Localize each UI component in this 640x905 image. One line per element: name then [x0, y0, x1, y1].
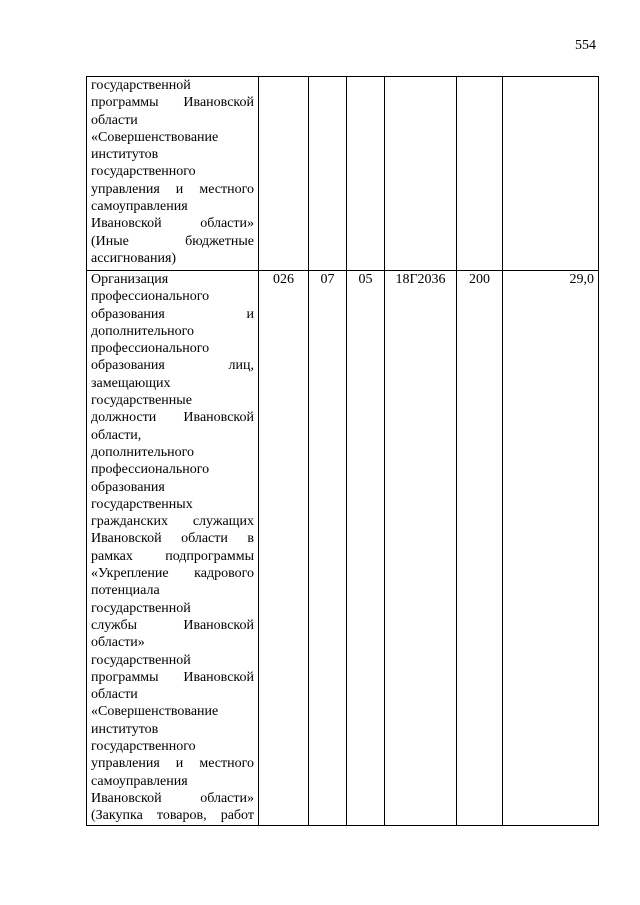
- description-line: Ивановской области»: [91, 216, 254, 232]
- table-row: [87, 77, 599, 271]
- description-line: профессионального: [91, 462, 210, 478]
- description-line: (Закупка товаров, работ: [91, 808, 254, 824]
- table-body: [87, 77, 599, 826]
- description-line: области»: [91, 635, 145, 651]
- description-line: государственного: [91, 739, 196, 755]
- description-line: Организация: [91, 272, 169, 287]
- description-line: программы Ивановской: [91, 669, 254, 685]
- description-line: образования лиц,: [91, 358, 254, 374]
- description-line: (Иные бюджетные: [91, 233, 254, 249]
- amount-cell: 29,0: [503, 271, 599, 826]
- section-code-cell: 07: [309, 271, 347, 826]
- description-line: дополнительного: [91, 323, 194, 339]
- expense-type-cell: 200: [457, 271, 503, 826]
- page-number: 554: [575, 38, 596, 53]
- subsection-code-cell: 05: [347, 271, 385, 826]
- description-line: управления и местного: [91, 756, 254, 772]
- description-line: профессионального: [91, 289, 210, 305]
- description-line: гражданских служащих: [91, 514, 254, 530]
- ministry-code-cell: 026: [259, 271, 309, 826]
- description-line: рамках подпрограммы: [91, 548, 254, 564]
- target-article-cell: 18Г2036: [385, 271, 457, 826]
- description-line: управления и местного: [91, 181, 254, 197]
- description-line: государственной: [91, 652, 191, 668]
- description-line: Ивановской области»: [91, 790, 254, 806]
- description-line: институтов: [91, 147, 159, 163]
- description-line: профессионального: [91, 341, 210, 357]
- description-line: государственные: [91, 393, 192, 409]
- description-line: программы Ивановской: [91, 95, 254, 111]
- row-description: [87, 271, 259, 826]
- description-line: государственного: [91, 164, 196, 180]
- description-line: должности Ивановской: [91, 410, 254, 426]
- description-line: самоуправления: [91, 199, 188, 215]
- ministry-code-cell: [259, 77, 309, 271]
- target-article-cell: [385, 77, 457, 271]
- description-line: «Совершенствование: [91, 129, 219, 145]
- budget-table: [86, 76, 599, 826]
- description-line: службы Ивановской: [91, 617, 254, 633]
- description-line: замещающих: [91, 375, 171, 391]
- description-line: области,: [91, 427, 142, 443]
- description-line: самоуправления: [91, 773, 188, 789]
- amount-cell: [503, 77, 599, 271]
- subsection-code-cell: [347, 77, 385, 271]
- expense-type-cell: [457, 77, 503, 271]
- description-line: области: [91, 687, 138, 703]
- description-line: «Совершенствование: [91, 704, 219, 720]
- description-line: потенциала: [91, 583, 160, 599]
- description-line: ассигнования): [91, 250, 177, 266]
- description-line: образования и: [91, 306, 254, 322]
- description-line: «Укрепление кадрового: [91, 566, 254, 582]
- description-line: государственных: [91, 496, 193, 512]
- description-line: государственной: [91, 600, 191, 616]
- description-line: области: [91, 112, 138, 128]
- table-row: [87, 271, 599, 826]
- description-line: Ивановской области в: [91, 531, 254, 547]
- row-description: [87, 77, 259, 271]
- description-line: государственной: [91, 78, 191, 93]
- description-line: образования: [91, 479, 165, 495]
- description-line: институтов: [91, 721, 159, 737]
- section-code-cell: [309, 77, 347, 271]
- description-line: дополнительного: [91, 444, 194, 460]
